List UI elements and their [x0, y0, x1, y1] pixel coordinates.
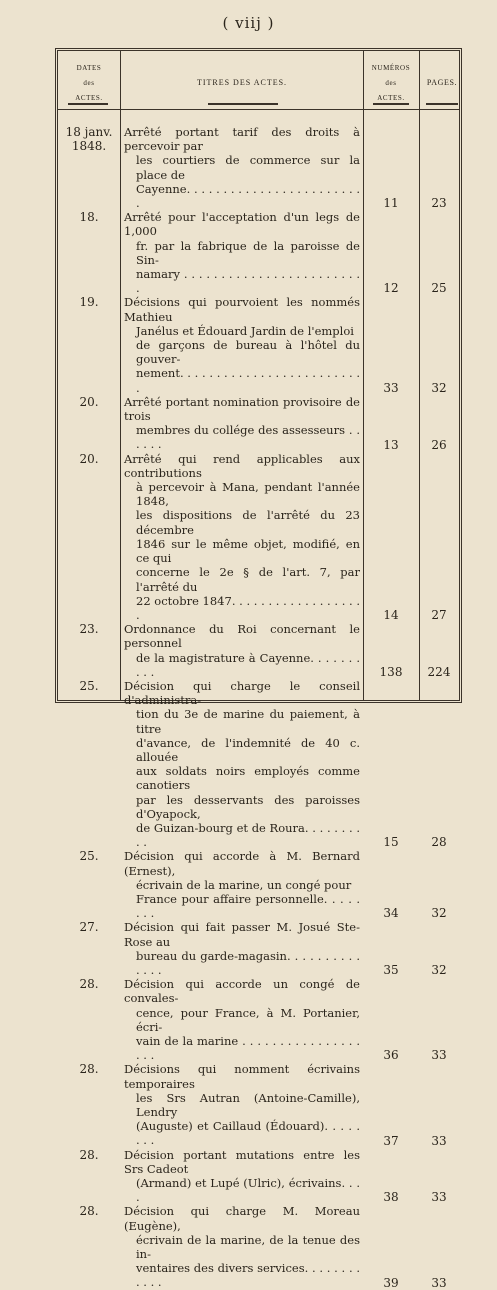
entry-title-line: Arrêté pour l'acceptation d'un legs de 1,000 [124, 210, 360, 239]
header-dates-line: des [83, 79, 95, 87]
table-row [58, 395, 459, 452]
entries-list [58, 125, 459, 1290]
entry-page: 32 [431, 380, 447, 395]
entry-title-line: Décision qui accorde à M. Bernard (Ernest), [124, 849, 360, 878]
entry-number: 11 [383, 196, 399, 211]
entry-title-line: les Srs Autran (Antoine-Camille), Lendry [136, 1090, 360, 1120]
entry-number: 36 [383, 1048, 399, 1063]
table-row [58, 622, 459, 679]
entry-date: 19. [79, 295, 99, 310]
table-row [58, 920, 459, 977]
entry-title-line: (Auguste) et Caillaud (Édouard). . . . . . . . [136, 1119, 360, 1148]
entry-number: 38 [383, 1190, 399, 1205]
entry-date: 28. [79, 1204, 99, 1219]
entry-date: 18 janv. 1848. [65, 125, 113, 153]
table-row [58, 1204, 459, 1289]
entry-title [124, 210, 360, 295]
entry-title-line: Décision qui fait passer M. Josué Ste-Rose au [124, 920, 360, 949]
entry-page: 27 [431, 608, 447, 623]
entry-title-line: vain de la marine . . . . . . . . . . . . . . . . . . . [136, 1034, 360, 1063]
entry-date: 20. [79, 451, 99, 466]
entry-title-line: Cayenne. . . . . . . . . . . . . . . . . . . . . . . . . [136, 181, 360, 211]
entry-title-line: concerne le 2e § de l'art. 7, par l'arrêté du [136, 565, 360, 594]
table-row [58, 452, 459, 622]
entry-title-line: membres du collége des assesseurs . . . . . . [136, 423, 360, 452]
entry-title-line: cence, pour France, à M. Portanier, écri- [136, 1005, 360, 1034]
table-of-contents [55, 48, 462, 1290]
entry-title-line: ventaires des divers services. . . . . . . . . . . . [136, 1261, 360, 1290]
entry-title-line: écrivain de la marine, de la tenue des in- [136, 1232, 360, 1262]
entry-date: 27. [79, 920, 99, 935]
entry-page: 32 [431, 906, 447, 921]
entry-date: 28. [79, 1147, 99, 1162]
entry-number: 33 [383, 380, 399, 395]
header-dates [60, 61, 118, 106]
entry-page: 25 [431, 281, 447, 296]
entry-title-line: les courtiers de commerce sur la place de [136, 153, 360, 182]
entry-page: 33 [431, 1190, 447, 1205]
table-row [58, 1062, 459, 1147]
header-titles: TITRES DES ACTES. [196, 78, 288, 87]
header-numbers-line: des [385, 79, 397, 87]
entry-title-line: namary . . . . . . . . . . . . . . . . . . . . . . . . . [136, 267, 360, 296]
entry-title-line: Décisions qui nomment écrivains temporaires [124, 1062, 360, 1091]
entry-title-line: Décision qui charge M. Moreau (Eugène), [124, 1204, 360, 1233]
table-row [58, 679, 459, 849]
table-row [58, 1148, 459, 1205]
entry-title [124, 452, 360, 622]
entry-title-line: nement. . . . . . . . . . . . . . . . . . . . . . . . . . [136, 366, 360, 395]
entry-title [124, 920, 360, 977]
entry-title-line: Arrêté qui rend applicables aux contributions [124, 451, 360, 480]
entry-title-line: Janélus et Édouard Jardin de l'emploi [136, 323, 354, 338]
entry-number: 14 [383, 608, 399, 623]
entry-title-line: Décisions qui pourvoient les nommés Mathieu [124, 295, 360, 324]
entry-number: 35 [383, 963, 399, 978]
header-underline [68, 103, 108, 105]
entry-title [124, 622, 360, 679]
table-row [58, 295, 459, 394]
entry-title-line: fr. par la fabrique de la paroisse de Sin- [136, 238, 360, 267]
header-dates-line: ACTES. [75, 94, 103, 102]
entry-page: 28 [431, 835, 447, 850]
header-rule [58, 109, 459, 110]
entry-number: 12 [383, 281, 399, 296]
entry-title-line: France pour affaire personnelle. . . . . . . . [136, 891, 360, 921]
entry-date: 25. [79, 678, 99, 693]
entry-date: 18. [79, 210, 99, 225]
entry-page: 33 [431, 1048, 447, 1063]
entry-page: 32 [431, 963, 447, 978]
entry-title-line: tion du 3e de marine du paiement, à titre [136, 707, 360, 736]
table-row [58, 125, 459, 210]
entry-title-line: Décision qui accorde un congé de convales- [124, 977, 360, 1006]
entry-title-line: 1846 sur le même objet, modifié, en ce qui [136, 536, 360, 566]
entry-page: 26 [431, 437, 447, 452]
entry-title-line: Ordonnance du Roi concernant le personnel [124, 622, 360, 651]
entry-title-line: bureau du garde-magasin. . . . . . . . . . . . . . [136, 948, 360, 977]
table-row [58, 977, 459, 1062]
entry-number: 15 [383, 835, 399, 850]
entry-title-line: écrivain de la marine, un congé pour [136, 877, 352, 892]
entry-date: 28. [79, 1062, 99, 1077]
entry-title-line: de la magistrature à Cayenne. . . . . . . . . . [136, 650, 360, 679]
entry-title-line: Arrêté portant nomination provisoire de trois [124, 394, 360, 424]
header-dates-line: DATES [76, 64, 102, 72]
entry-page: 33 [431, 1133, 447, 1148]
entry-date: 28. [79, 977, 99, 992]
entry-title [124, 679, 360, 849]
entry-date: 20. [79, 394, 99, 409]
table-row [58, 210, 459, 295]
entry-title-line: les dispositions de l'arrêté du 23 décembre [136, 508, 360, 537]
entry-number: 39 [383, 1275, 399, 1290]
header-numbers [365, 61, 417, 106]
entry-title [124, 849, 360, 920]
entry-title-line: à percevoir à Mana, pendant l'année 1848, [136, 480, 360, 509]
entry-number: 138 [379, 664, 403, 679]
entry-title-line: par les desservants des paroisses d'Oyapock, [136, 792, 360, 821]
entry-title [124, 1148, 360, 1205]
entry-title-line: Arrêté portant tarif des droits à percevoir par [124, 125, 360, 154]
entry-title-line: 22 octobre 1847. . . . . . . . . . . . . . . . . . . [136, 593, 360, 622]
entry-page: 33 [431, 1275, 447, 1290]
entry-title-line: Décision portant mutations entre les Srs Cadeot [124, 1147, 360, 1176]
entry-page: 23 [431, 196, 447, 211]
header-underline [208, 103, 278, 105]
entry-title-line: de Guizan-bourg et de Roura. . . . . . . . . . [136, 820, 360, 850]
header-underline [426, 103, 458, 105]
entry-title [124, 1062, 360, 1147]
entry-number: 34 [383, 906, 399, 921]
entry-title [124, 295, 360, 394]
entry-title [124, 395, 360, 452]
entry-title-line: d'avance, de l'indemnité de 40 c. allouée [136, 735, 360, 764]
page-number: ( viij ) [222, 14, 275, 32]
entry-number: 37 [383, 1133, 399, 1148]
entry-date: 25. [79, 849, 99, 864]
entry-title-line: de garçons de bureau à l'hôtel du gouver- [136, 338, 360, 367]
header-numbers-line: ACTES. [377, 94, 405, 102]
header-numbers-line: NUMÉROS [371, 64, 411, 72]
entry-date: 23. [79, 622, 99, 637]
table-row [58, 849, 459, 920]
entry-page: 224 [427, 664, 451, 679]
entry-number: 13 [383, 437, 399, 452]
entry-title-line: aux soldats noirs employés comme canotiers [136, 764, 360, 793]
entry-title-line: Décision qui charge le conseil d'administra- [124, 678, 360, 708]
entry-title [124, 977, 360, 1062]
header-underline [373, 103, 409, 105]
entry-title [124, 125, 360, 210]
entry-title-line: (Armand) et Lupé (Ulric), écrivains. . . . [136, 1176, 360, 1205]
entry-title [124, 1204, 360, 1289]
header-pages: PAGES. [426, 78, 458, 87]
